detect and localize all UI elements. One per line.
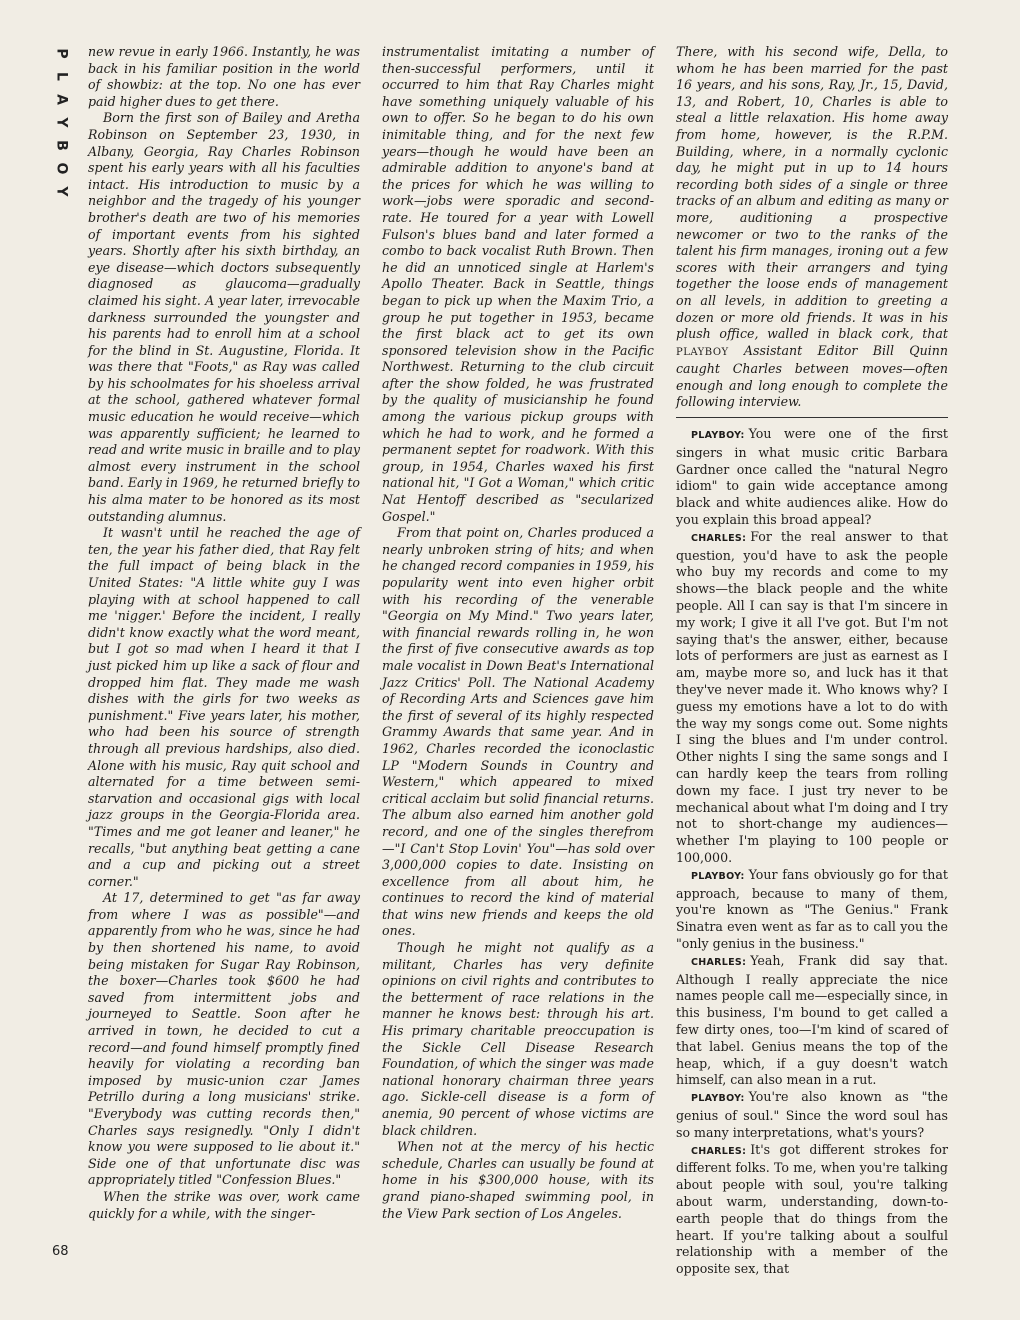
speaker-label: CHARLES: bbox=[691, 956, 747, 968]
intro-text-a: There, with his second wife, Della, to whom he has been married for the past 16 years, and his sons, Ray, Jr., 15, David, 13, and Robert, 10, Charles is able to steal a little relaxation. His home away from home, however, is the R.P.M. Building, where, in a normally cyclonic day, he might put in up to 14 hours recording both sides of a single or three tracks of an album and editing as many or more, auditioning a prospective newcomer or two to the ranks of the talent his firm manages, ironing out a few scores with their arrangers and tying together the loose ends of management on all levels, in addition to greeting a dozen or more old friends. It was in his plush office, walled in black cork, that bbox=[676, 44, 948, 342]
speaker-label: PLAYBOY: bbox=[691, 430, 745, 442]
paragraph: When not at the mercy of his hectic schedule, Charles can usually be found at home in his $300,000 house, with its grand piano-shaped swimming pool, in the View Park section of Los Angeles. bbox=[382, 1139, 654, 1221]
masthead-vertical bbox=[50, 42, 72, 203]
paragraph: Born the first son of Bailey and Aretha Robinson on September 23, 1930, in Albany, Georgia, Ray Charles Robinson spent his early years with all his faculties intact. His introduction to music by a neighbor and the tragedy of his younger brother's death are two of his memories of important events from his sighted years. Shortly after his sixth birthday, an eye disease—which doctors subsequently diagnosed as glaucoma—gradually claimed his sight. A year later, irrevocable darkness surrounded the youngster and his parents had to enroll him at a school for the blind in St. Augustine, Florida. It was there that "Foots," as Ray was called by his schoolmates for his shoeless arrival at the school, gathered whatever formal music education he would receive—which was apparently sufficient; he learned to read and write music in braille and to play almost every instrument in the school band. Early in 1969, he returned briefly to his alma mater to be honored as its most outstanding alumnus. bbox=[88, 110, 360, 524]
paragraph: Though he might not qualify as a militant, Charles has very definite opinions on civil rights and contributes to the betterment of race relations in the manner he knows best: through his art. His primary charitable preoccupation is the Sickle Cell Disease Research Foundation, of which the singer was made national honorary chairman three years ago. Sickle-cell disease is a form of anemia, 90 percent of whose victims are black children. bbox=[382, 940, 654, 1138]
masthead-letter: Y bbox=[53, 186, 70, 197]
interview-exchange bbox=[676, 1089, 948, 1141]
speaker-label: PLAYBOY: bbox=[691, 1093, 745, 1105]
interview-exchange bbox=[676, 953, 948, 1089]
paragraph: instrumentalist imitating a number of then-successful performers, until it occurred to him that Ray Charles might have something uniquely valuable of his own to offer. So he began to do his own inimitable thing, and for the next few years—though he would have been an admirable addition to anyone's band at the prices for which he was willing to work—jobs were sporadic and second-rate. He toured for a year with Lowell Fulson's blues band and later formed a combo to back vocalist Ruth Brown. Then he did an unnoticed single at Harlem's Apollo Theater. Back in Seattle, things began to pick up when the Maxim Trio, a group he put together in 1953, became the first black act to get its own sponsored television show in the Pacific Northwest. Returning to the club circuit after the show folded, he was frustrated by the quality of musicianship he found among the various pickup groups with which he had to work, and he formed a permanent septet for roadwork. With this group, in 1954, Charles waxed his first national hit, "I Got a Woman," which critic Nat Hentoff described as "secularized Gospel." bbox=[382, 44, 654, 524]
masthead-letter: B bbox=[53, 140, 70, 151]
paragraph: new revue in early 1966. Instantly, he was back in his familiar position in the world of showbiz: at the top. No one has ever paid higher dues to get there. bbox=[88, 44, 360, 109]
masthead-letter: L bbox=[53, 72, 70, 81]
paragraph: From that point on, Charles produced a nearly unbroken string of hits; and when he changed record companies in 1959, his popularity went into even higher orbit with his recording of the venerable "Georgia on My Mind." Two years later, with financial rewards rolling in, he won the first of five consecutive awards as top male vocalist in Down Beat's International Jazz Critics' Poll. The National Academy of Recording Arts and Sciences gave him the first of several of its highly respected Grammy Awards that same year. And in 1962, Charles recorded the iconoclastic LP "Modern Sounds in Country and Western," which appeared to mixed critical acclaim but solid financial returns. The album also earned him another gold record, and one of the singles therefrom—"I Can't Stop Lovin' You"—has sold over 3,000,000 copies to date. Insisting on excellence from all about him, he continues to record the kind of material that wins new friends and keeps the old ones. bbox=[382, 525, 654, 939]
paragraph: When the strike was over, work came quickly for a while, with the singer- bbox=[88, 1188, 360, 1221]
masthead-letter: O bbox=[53, 162, 70, 175]
speaker-label: CHARLES: bbox=[691, 1145, 747, 1157]
interview-exchange bbox=[676, 867, 948, 953]
speaker-text: Your fans obviously go for that approach, because to many of them, you're known as "The Genius." Frank Sinatra even went as far as to call you the "only genius in the business." bbox=[676, 866, 948, 951]
intro-paragraph bbox=[676, 44, 948, 411]
column-1 bbox=[88, 44, 360, 1222]
interview-exchange bbox=[676, 426, 948, 529]
speaker-text: Yeah, Frank did say that. Although I really appreciate the nice names people call me—especially since, in this business, I'm bound to get called a few dirty ones, too—I'm kind of scared of that label. Genius means the top of the heap, which, if a guy doesn't watch himself, can also mean in a rut. bbox=[676, 952, 948, 1088]
speaker-text: For the real answer to that question, you'd have to ask the people who buy my records and come to my shows—the black people and the white people. All I can say is that I'm sincere in my work; I give it all I've got. But I'm not saying that's the answer, either, because lots of performers are just as earnest as I am, maybe more so, and luck has it that they've never made it. Who knows why? I guess my emotions have a lot to do with the way my songs come out. Some nights I sing the blues and I'm under control. Other nights I sing the same songs and I can hardly keep the tears from rolling down my face. I just try never to be mechanical about what I'm doing and I try not to short-change my audiences—whether I'm playing to 100 people or 100,000. bbox=[676, 528, 948, 865]
intro-text-b: Assistant Editor Bill Quinn caught Charles between moves—often enough and long enough to complete the following interview. bbox=[676, 342, 948, 410]
page-number: 68 bbox=[52, 1244, 69, 1259]
speaker-text: It's got different strokes for different folks. To me, when you're talking about people with soul, you're talking about warm, understanding, down-to-earth people that do things from the heart. If you're talking about a soulful relationship with a member of the opposite sex, that bbox=[676, 1141, 948, 1277]
playboy-small-caps: PLAYBOY bbox=[676, 346, 729, 358]
speaker-label: PLAYBOY: bbox=[691, 870, 745, 882]
speaker-text: You're also known as "the genius of soul." Since the word soul has so many interpretations, what's yours? bbox=[676, 1089, 948, 1140]
paragraph: At 17, determined to get "as far away from where I was as possible"—and apparently from who he was, since he had by then shortened his name, to avoid being mistaken for Sugar Ray Robinson, the boxer—Charles took $600 he had saved from intermittent jobs and journeyed to Seattle. Soon after he arrived in town, he decided to cut a record—and found himself promptly fined heavily for violating a recording ban imposed by music-union czar James Petrillo during a long musicians' strike. "Everybody was cutting records then," Charles says resignedly. "Only I didn't know you were supposed to lie about it." Side one of that unfortunate disc was appropriately titled "Confession Blues." bbox=[88, 890, 360, 1188]
interview-exchange bbox=[676, 529, 948, 867]
interview-exchange bbox=[676, 1142, 948, 1278]
speaker-label: CHARLES: bbox=[691, 532, 747, 544]
masthead-letter: A bbox=[53, 94, 70, 105]
section-divider bbox=[676, 417, 948, 418]
column-2 bbox=[382, 44, 654, 1222]
column-3 bbox=[676, 44, 948, 1278]
speaker-text: You were one of the first singers in what music critic Barbara Gardner once called the "natural Negro idiom" to gain wide acceptance among black and white audiences alike. How do you explain this broad appeal? bbox=[676, 426, 948, 528]
masthead-letter: P bbox=[53, 48, 70, 59]
paragraph: It wasn't until he reached the age of ten, the year his father died, that Ray felt the full impact of being black in the United States: "A little white guy I was playing with at school happened to call me 'nigger.' Before the incident, I really didn't know exactly what the word meant, but I got so mad when I heard it that I just picked him up like a sack of flour and dropped him flat. They made me wash dishes with the girls for two weeks as punishment." Five years later, his mother, who had been his source of strength through all previous hardships, also died. Alone with his music, Ray quit school and alternated for a time between semi-starvation and occasional gigs with local jazz groups in the Georgia-Florida area. "Times and me got leaner and leaner," he recalls, "but anything beat getting a cane and a cup and picking out a street corner." bbox=[88, 525, 360, 889]
masthead-letter: Y bbox=[53, 117, 70, 128]
interview-block bbox=[676, 426, 948, 1278]
